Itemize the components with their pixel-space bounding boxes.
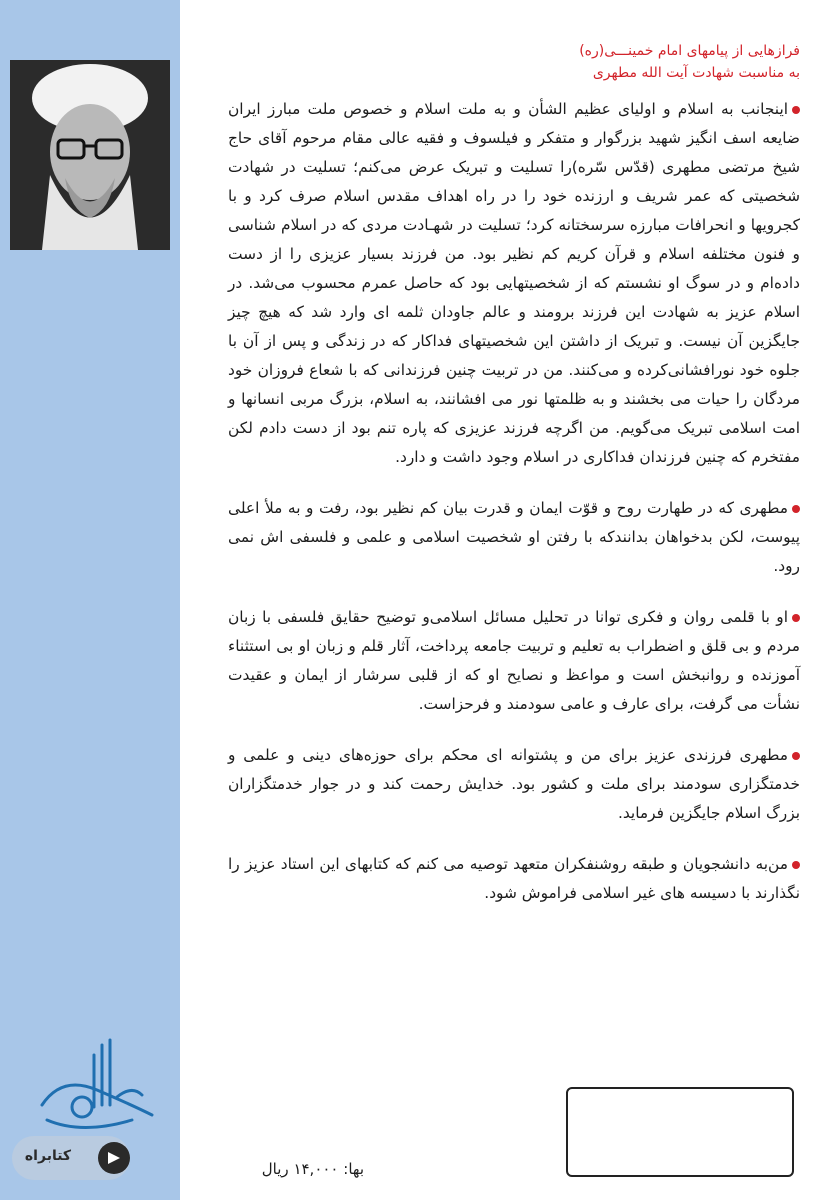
bullet-dot-icon [792, 752, 800, 760]
left-sidebar-band [0, 0, 180, 1200]
paragraph: اینجانب به اسلام و اولیای عظیم الشأن و به ملت اسلام و خصوص ملت مبارز ایران ضایعه اسف انگیز شهید بزرگوار و متفکر و فیلسوف و فقیه عالی مقام مرحوم آقای حاج شیخ مرتضی مطهری (قدّس سّره)را تسلیت و تبریک عرض می‌کنم؛ تسلیت در شهادت شخصیتی که عمر شریف و ارزنده خود را در راه اهداف مقدس اسلام صرف کرد و با کجرویها و انحرافات مبارزه سرسختانه کرد؛ تسلیت در شهـادت مردی که در اسلام شناسی و فنون مختلفه اسلام و قرآن کریم کم نظیر بود. من فرزند بسیار عزیزی را از دست داده‌ام و در سوگ او نشستم که از شخصیتهایی بود که حاصل عمرم محسوب می‌شد. در اسلام عزیز به شهادت این فرزند برومند و عالم جاودان ثلمه ای وارد شد که هیچ چیز جایگزین آن نیست. و تبریک از داشتن این شخصیتهای فداکار که در زندگی و پس از آن با جلوه خود نورافشانی‌کرده و می‌کنند. من در تربیت چنین فرزندانی که با شعاع فروزان خود مردگان را حیات می بخشند و به ظلمتها نور می افشانند، به اسلام، بزرگ مربی انسانها و امت اسلامی تبریک می‌گویم. من اگرچه فرزند عزیزی که پاره تنم بود از دست دادم لکن مفتخرم که چنین فرزندان فداکاری در اسلام وجود داشت و دارد. [228, 100, 800, 466]
bullet-dot-icon [792, 106, 800, 114]
portrait-photo [10, 60, 170, 250]
bullet-dot-icon [792, 861, 800, 869]
paragraph: مطهری فرزندی عزیز برای من و پشتوانه ای محکم برای حوزه‌های دینی و علمی و خدمتگزاری سودمند برای ملت و کشور بود. خدایش رحمت کند و در جوار خدمتگزاران بزرگ اسلام جایگزین فرماید. [228, 746, 800, 822]
barcode-box [566, 1087, 794, 1177]
paragraph: من‌به دانشجویان و طبقه روشنفکران متعهد توصیه می کنم که کتابهای این استاد عزیز را نگذارند با دسیسه های غیر اسلامی فراموش شود. [228, 855, 800, 902]
price-value: ۱۴,۰۰۰ ریال [261, 1160, 339, 1178]
bullet-dot-icon [792, 614, 800, 622]
header-title: فرازهایی از پیامهای امام خمینـــی(ره) [579, 43, 800, 59]
paragraph: او با قلمی روان و فکری توانا در تحلیل مسائل اسلامی‌و توضیح حقایق فلسفی با زبان مردم و بی قلق و اضطراب به تعلیم و تربیت جامعه پرداخت، آثار قلم و زبان او بی استثناء آموزنده و روانبخش است و مواعظ و نصایح او که از قلبی سرشار از ایمان و عقیدت نشأت می گرفت، برای عارف و عامی سودمند و فرحزاست. [228, 608, 800, 713]
document-header [200, 40, 800, 84]
calligraphy-emblem [22, 1035, 162, 1145]
bullet-dot-icon [792, 505, 800, 513]
price-caption: بها: [343, 1160, 364, 1178]
price-label [262, 1160, 364, 1178]
paragraph: مطهری که در طهارت روح و قوّت ایمان و قدرت بیان کم نظیر بود، رفت و به ملأ اعلی پیوست، لکن بدخواهان بدانندکه با رفتن او شخصیت اسلامی و علمی و فلسفی اش نمی رود. [228, 499, 800, 575]
header-subtitle: به مناسبت شهادت آیت الله مطهری [592, 65, 800, 81]
document-body [228, 95, 800, 930]
ketabrah-logo-text: کتابراه [24, 1148, 72, 1164]
